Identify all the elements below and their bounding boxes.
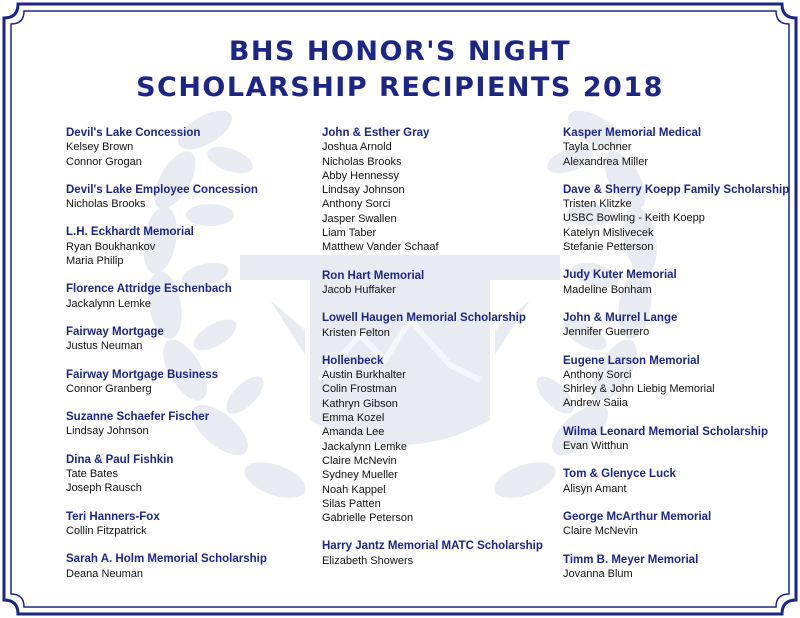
scholarship-group xyxy=(563,126,793,169)
recipient-name: Ryan Boukhankov xyxy=(66,240,156,253)
scholarship-group xyxy=(322,539,557,568)
recipient-name: Anthony Sorci xyxy=(563,368,632,381)
recipient-name: Tate Bates xyxy=(66,468,118,481)
scholarship-title: Lowell Haugen Memorial Scholarship xyxy=(322,312,526,325)
recipient-name: Connor Granberg xyxy=(66,382,152,395)
recipient-name: Lindsay Johnson xyxy=(66,425,149,438)
scholarship-title: Eugene Larson Memorial xyxy=(563,354,700,367)
recipient-name: Joshua Arnold xyxy=(322,141,392,154)
recipient-name: Emma Kozel xyxy=(322,412,385,425)
recipient-name: Jacob Huffaker xyxy=(322,283,396,296)
scholarship-group xyxy=(66,410,301,439)
recipient-name: Alisyn Amant xyxy=(563,482,627,495)
scholarship-title: Devil's Lake Concession xyxy=(66,127,201,139)
scholarship-title: Wilma Leonard Memorial Scholarship xyxy=(563,425,769,438)
recipient-name: Joseph Rausch xyxy=(66,482,142,495)
recipient-name: Claire McNevin xyxy=(563,525,638,538)
recipient-name: Liam Taber xyxy=(322,227,377,240)
recipient-name: Anthony Sorci xyxy=(322,198,391,211)
column-3 xyxy=(563,126,793,595)
recipient-name: USBC Bowling - Keith Koepp xyxy=(563,212,705,225)
scholarship-title: George McArthur Memorial xyxy=(563,510,712,523)
recipient-name: Gabrielle Peterson xyxy=(322,512,414,525)
scholarship-title: Ron Hart Memorial xyxy=(322,269,425,282)
scholarship-title: Harry Jantz Memorial MATC Scholarship xyxy=(322,540,543,553)
scholarship-group xyxy=(563,425,793,454)
scholarship-title: Fairway Mortgage xyxy=(66,325,164,338)
recipient-name: Noah Kappel xyxy=(322,483,386,496)
recipient-name: Amanda Lee xyxy=(322,426,385,439)
scholarship-group xyxy=(563,510,793,539)
recipient-name: Katelyn Mislivecek xyxy=(563,226,654,239)
scholarship-group xyxy=(66,126,301,169)
recipient-name: Lindsay Johnson xyxy=(322,184,405,197)
recipient-name: Sydney Mueller xyxy=(322,469,398,482)
recipient-name: Jovanna Blum xyxy=(563,567,633,580)
recipient-name: Shirley & John Liebig Memorial xyxy=(563,383,715,396)
scholarship-group xyxy=(66,325,301,354)
scholarship-title: Florence Attridge Eschenbach xyxy=(66,283,232,296)
scholarship-title: Kasper Memorial Medical xyxy=(563,127,702,139)
recipient-name: Tayla Lochner xyxy=(563,141,632,154)
scholarship-group xyxy=(66,552,301,581)
recipient-name: Austin Burkhalter xyxy=(322,369,406,382)
scholarship-title: Fairway Mortgage Business xyxy=(66,368,219,381)
scholarship-group xyxy=(563,268,793,297)
recipient-name: Maria Philip xyxy=(66,255,124,268)
recipient-name: Jackalynn Lemke xyxy=(322,440,407,453)
scholarship-title: Hollenbeck xyxy=(322,354,384,367)
scholarship-title: Devil's Lake Employee Concession xyxy=(66,183,258,196)
recipient-name: Andrew Saiia xyxy=(563,397,628,410)
recipient-name: Deana Neuman xyxy=(66,567,144,580)
recipient-name: Kristen Felton xyxy=(322,326,390,339)
page-title-line1: BHS HONOR'S NIGHT xyxy=(228,36,572,67)
recipient-name: Nicholas Brooks xyxy=(66,198,146,211)
recipient-name: Elizabeth Showers xyxy=(322,554,414,567)
scholarship-group xyxy=(66,183,301,212)
scholarship-title: Judy Kuter Memorial xyxy=(563,269,677,282)
recipient-name: Kathryn Gibson xyxy=(322,397,398,410)
scholarship-title: Tom & Glenyce Luck xyxy=(563,468,676,481)
scholarship-group xyxy=(563,553,793,582)
recipient-name: Evan Witthun xyxy=(563,440,629,453)
recipient-name: Matthew Vander Schaaf xyxy=(322,241,439,254)
scholarship-group xyxy=(322,126,557,255)
scholarship-group xyxy=(563,354,793,411)
recipient-name: Alexandrea Miller xyxy=(563,155,648,168)
recipient-name: Collin Fitzpatrick xyxy=(66,524,147,537)
recipient-name: Tristen Klitzke xyxy=(563,198,632,211)
column-1 xyxy=(66,126,301,595)
scholarship-title: Sarah A. Holm Memorial Scholarship xyxy=(66,553,267,566)
recipient-name: Kelsey Brown xyxy=(66,141,134,154)
recipient-name: Connor Grogan xyxy=(66,155,142,168)
recipient-name: Stefanie Petterson xyxy=(563,241,654,254)
scholarship-group xyxy=(322,269,557,298)
scholarship-title: Dina & Paul Fishkin xyxy=(66,453,174,466)
scholarship-title: John & Murrel Lange xyxy=(563,311,678,324)
recipient-name: Nicholas Brooks xyxy=(322,155,402,168)
page-title-line2: SCHOLARSHIP RECIPIENTS 2018 xyxy=(136,72,664,103)
recipient-name: Justus Neuman xyxy=(66,340,143,353)
scholarship-group xyxy=(66,282,301,311)
recipient-name: Madeline Bonham xyxy=(563,283,652,296)
scholarship-group xyxy=(563,467,793,496)
scholarship-group xyxy=(66,453,301,496)
scholarship-title: Timm B. Meyer Memorial xyxy=(563,553,699,566)
recipient-name: Colin Frostman xyxy=(322,383,397,396)
recipient-name: Jasper Swallen xyxy=(322,212,397,225)
scholarship-group xyxy=(322,311,557,340)
scholarship-group xyxy=(66,368,301,397)
recipient-name: Claire McNevin xyxy=(322,454,397,467)
recipient-name: Jackalynn Lemke xyxy=(66,297,151,310)
column-2 xyxy=(322,126,557,582)
recipient-name: Jennifer Guerrero xyxy=(563,326,650,339)
scholarship-title: Suzanne Schaefer Fischer xyxy=(66,411,210,424)
scholarship-title: Dave & Sherry Koepp Family Scholarship xyxy=(563,183,790,196)
recipient-name: Abby Hennessy xyxy=(322,169,400,182)
scholarship-title: L.H. Eckhardt Memorial xyxy=(66,226,194,239)
scholarship-title: Teri Hanners-Fox xyxy=(66,510,160,523)
scholarship-group xyxy=(563,311,793,340)
scholarship-title: John & Esther Gray xyxy=(322,127,430,139)
recipient-name: Silas Patten xyxy=(322,497,381,510)
scholarship-group xyxy=(322,354,557,526)
scholarship-group xyxy=(563,183,793,254)
scholarship-group xyxy=(66,225,301,268)
scholarship-group xyxy=(66,510,301,539)
